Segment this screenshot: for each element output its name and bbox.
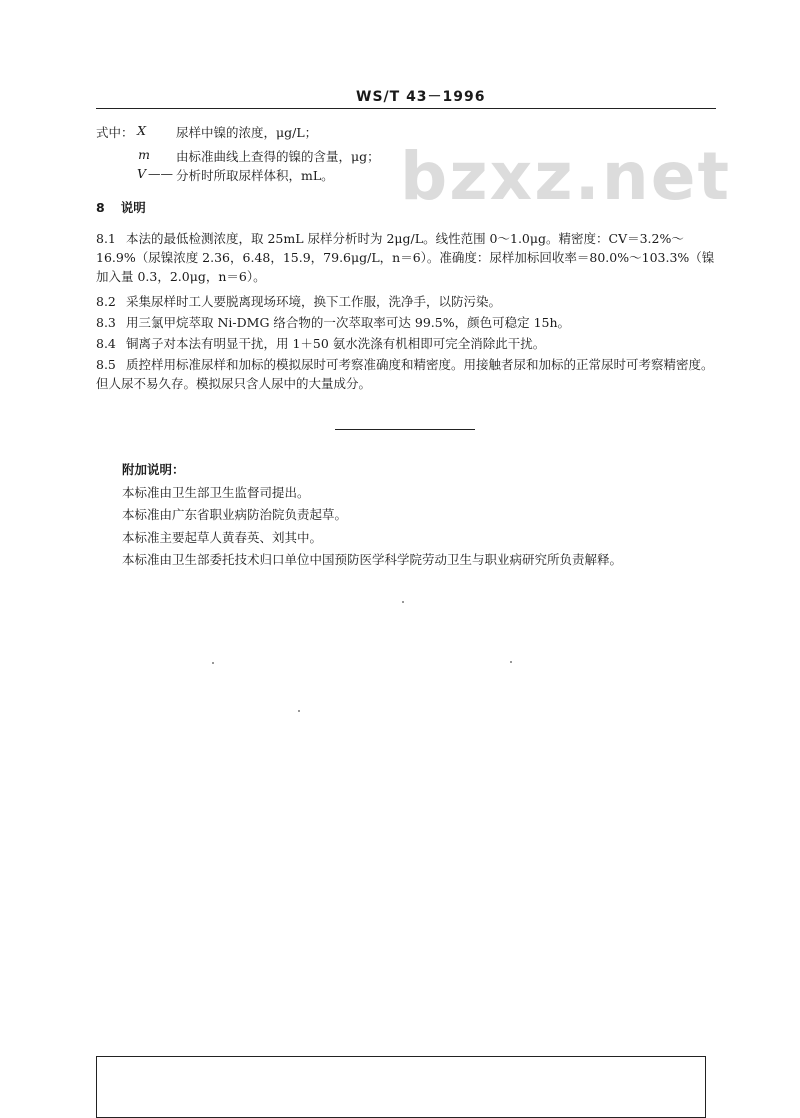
variable-symbol: m — [138, 147, 150, 162]
header-rule — [96, 108, 716, 109]
section-title: 说明 — [120, 200, 146, 215]
variable-description: 由标准曲线上查得的镍的含量，μg； — [176, 149, 380, 164]
clause — [96, 229, 718, 286]
clause — [96, 355, 718, 393]
scan-speck — [212, 662, 214, 664]
clause-number: 8.5 — [96, 357, 116, 372]
appendix-heading: 附加说明： — [122, 462, 185, 477]
end-of-text-rule — [335, 429, 475, 430]
clause-text: 采集尿样时工人要脱离现场环境，换下工作服，洗净手，以防污染。 — [126, 294, 502, 309]
where-intro: 式中： — [96, 125, 134, 140]
scan-speck — [298, 710, 300, 712]
variable-dash: —— — [148, 166, 173, 181]
section-heading — [96, 198, 146, 216]
variable-symbol: V — [136, 166, 146, 181]
clause-number: 8.2 — [96, 294, 116, 309]
appendix-line: 本标准由卫生部卫生监督司提出。 — [122, 484, 310, 500]
appendix-line: 本标准由卫生部委托技术归口单位中国预防医学科学院劳动卫生与职业病研究所负责解释。 — [122, 552, 623, 567]
standard-number-header: WS/T 43－1996 — [356, 89, 486, 105]
clause-number: 8.3 — [96, 315, 116, 330]
clause-number: 8.1 — [96, 231, 116, 246]
scan-speck — [510, 661, 512, 663]
variable-description: 分析时所取尿样体积，mL。 — [176, 168, 334, 183]
clause-number: 8.4 — [96, 336, 116, 351]
watermark: bzxz.net — [400, 138, 732, 215]
appendix-line: 本标准主要起草人黄春英、刘其中。 — [122, 529, 323, 545]
clause-text: 铜离子对本法有明显干扰，用 1＋50 氨水洗涤有机相即可完全消除此干扰。 — [126, 336, 546, 351]
appendix-line: 本标准由广东省职业病防治院负责起草。 — [122, 507, 348, 522]
clause — [96, 292, 718, 311]
clause — [96, 334, 718, 353]
section-number: 8 — [96, 200, 105, 215]
clause-text: 用三氯甲烷萃取 Ni-DMG 络合物的一次萃取率可达 99.5%，颜色可稳定 15h。 — [126, 315, 571, 330]
clause — [96, 313, 718, 332]
variable-description: 尿样中镍的浓度，μg/L； — [176, 125, 318, 140]
scan-speck — [402, 601, 404, 603]
variable-symbol: X — [137, 123, 146, 138]
appendix-notes — [122, 459, 622, 572]
page-bottom-frame — [96, 1056, 706, 1118]
clause-text: 质控样用标准尿样和加标的模拟尿时可考察准确度和精密度。用接触者尿和加标的正常尿时可考察精密度。但人尿不易久存。模拟尿只含人尿中的大量成分。 — [96, 357, 714, 391]
clause-text: 本法的最低检测浓度，取 25mL 尿样分析时为 2μg/L。线性范围 0～1.0μg。精密度：CV＝3.2%～16.9%（尿镍浓度 2.36，6.48，15.9，79.6μg/L，n＝6）。准确度：尿样加标回收率＝80.0%～103.3%（镍加入量 0.3，2.0μg，n＝6）。 — [96, 231, 715, 284]
